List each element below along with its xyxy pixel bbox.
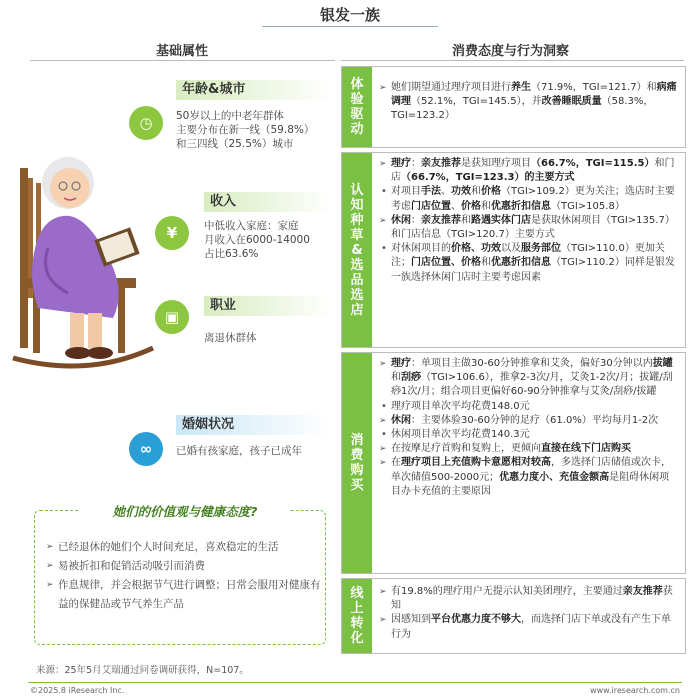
list-item: ➢ 理疗：亲友推荐是获知理疗项目（66.7%，TGI=115.5）和门店（66.7%，TGI=123.3）的主要方式	[379, 157, 679, 185]
panel-online-conversion	[341, 578, 686, 654]
chair-back-post	[20, 168, 28, 348]
list-item: • 对休闲项目的价格、功效以及服务部位（TGI>110.0）更加关注；门店位置、价格和优惠折扣信息（TGI>110.2）同样是银发一族选择休闲门店时主要考虑因素	[379, 242, 679, 285]
left-heading-rule	[30, 60, 335, 61]
copyright: ©2025.8 iResearch Inc.	[30, 686, 125, 695]
left-column-heading: 基础属性	[156, 44, 209, 59]
panel-label: 体验驱动	[342, 67, 372, 147]
website-link[interactable]: www.iresearch.com.cn	[590, 686, 680, 695]
values-box-list	[46, 538, 321, 614]
source-footnote: 来源：25年5月艾瑞通过问卷调研获得，N=107。	[36, 665, 249, 676]
list-item: ➢ 有19.8%的理疗用户无提示认知美团理疗，主要通过亲友推荐获知	[379, 585, 679, 613]
list-item: ➢ 因感知到平台优惠力度不够大，而选择门店下单或没有产生下单行为	[379, 613, 679, 641]
briefcase-icon: ▣	[155, 300, 189, 334]
list-item: ➢ 她们期望通过理疗项目进行养生（71.9%，TGI=121.7）和病痛调理（52.1%，TGI=145.5），并改善睡眠质量（58.3%，TGI=123.2）	[379, 81, 679, 124]
attr-occupation-title: 职业	[204, 296, 332, 316]
grandma-in-rocking-chair-illustration	[8, 128, 158, 378]
money-bag-icon: ¥	[155, 216, 189, 250]
panel-experience-driven	[341, 66, 686, 148]
list-item: ➢ 在按摩足疗首购和复购上，更倾向直接在线下门店购买	[379, 442, 679, 456]
panel-cognition-store-selection	[341, 152, 686, 348]
list-item: ➢ 作息规律，并会根据节气进行调整；日常会服用对健康有益的保健品或节气养生产品	[46, 576, 321, 614]
list-item: • 休闲项目单次平均花费140.3元	[379, 428, 679, 442]
panel-label: 认知种草&选品选店	[342, 153, 372, 347]
list-item: ➢ 已经退休的她们个人时间充足，喜欢稳定的生活	[46, 538, 321, 557]
list-item: • 对项目手法、功效和价格（TGI>109.2）更为关注；选店时主要考虑门店位置、价格和优惠折扣信息（TGI>105.8）	[379, 185, 679, 213]
right-column-heading: 消费态度与行为洞察	[452, 44, 570, 59]
panel-label: 线上转化	[342, 579, 372, 653]
list-item: • 理疗项目单次平均花费148.0元	[379, 400, 679, 414]
panel-label: 消费购买	[342, 353, 372, 573]
attr-marital-text: 已婚有孩家庭，孩子已成年	[176, 445, 302, 457]
attr-occupation-text: 离退休群体	[204, 332, 257, 344]
attr-income-text: 中低收入家庭：家庭 月收入在6000-14000 占比63.6%	[204, 220, 310, 260]
values-box-title: 她们的价值观与健康态度?	[80, 501, 290, 523]
attr-marital-title: 婚姻状况	[176, 415, 332, 435]
list-item: ➢ 休闲：亲友推荐和路遇实体门店是获取休闲项目（TGI>135.7）和门店信息（TGI>120.7）主要方式	[379, 214, 679, 242]
attr-age-city-text: 50岁以上的中老年群体 主要分布在新一线（59.8%） 和三四线（25.5%）城市	[176, 110, 315, 150]
list-item: ➢ 易被折扣和促销活动吸引而消费	[46, 557, 321, 576]
panel-consumption-purchase	[341, 352, 686, 574]
title-underline	[262, 26, 438, 27]
right-heading-rule	[341, 60, 684, 61]
rings-icon: ∞	[129, 432, 163, 466]
face	[50, 168, 90, 208]
attr-income-title: 收入	[204, 192, 332, 212]
footer-rule	[28, 682, 682, 683]
page-title: 银发一族	[319, 6, 380, 24]
list-item: ➢ 在理疗项目上充值购卡意愿相对较高，多选择门店储值或次卡，单次储值500-2000元；优惠力度小、充值金额高是阻碍休闲项目办卡充值的主要原因	[379, 456, 679, 499]
list-item: ➢ 理疗：单项目主做30-60分钟推拿和艾灸，偏好30分钟以内拔罐和刮痧（TGI>106.6），推拿2-3次/月，艾灸1-2次/月；拔罐/刮痧1次/月；组合项目更偏好60-90分钟推拿与艾灸/刮痧/拔罐	[379, 357, 679, 400]
attr-age-city-title: 年龄&城市	[176, 80, 332, 100]
list-item: ➢ 休闲：主要体验30-60分钟的足疗（61.0%）平均每月1-2次	[379, 414, 679, 428]
clock-icon: ◷	[129, 106, 163, 140]
